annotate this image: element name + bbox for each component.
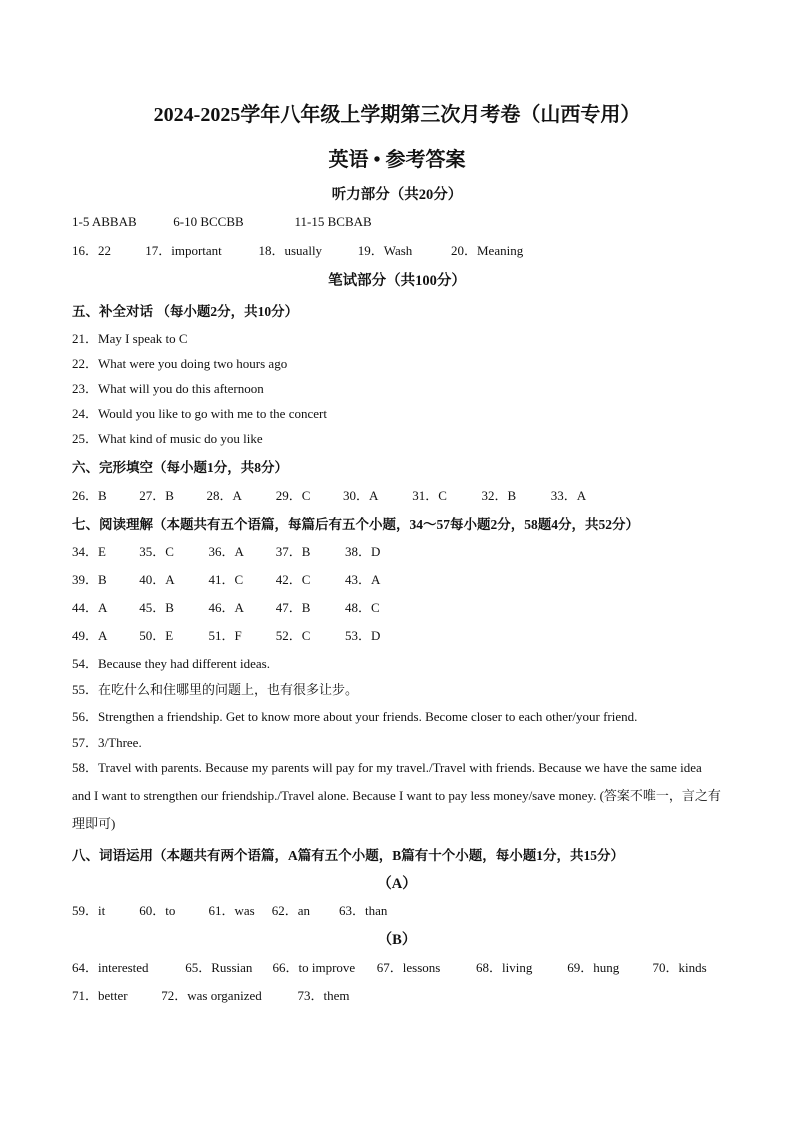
part-a-answers [72, 900, 387, 919]
answer-item: 60．to [139, 903, 176, 918]
answer-item: 18．usually [258, 243, 323, 258]
answer-item: 26．B [72, 488, 107, 503]
answer-item: 32．B [481, 488, 517, 503]
question-number: 55． [72, 682, 99, 697]
question-57 [72, 732, 142, 751]
answer-item: 48．C [345, 600, 380, 615]
answer-item: 33．A [550, 488, 587, 503]
section7-heading: 七、阅读理解（本题共有五个语篇，每篇后有五个小题，34～57每小题2分，58题4分，共52分） [72, 517, 639, 532]
question-number: 54． [72, 656, 99, 671]
answer-item: 73．them [297, 988, 350, 1003]
answer-item: 19．Wash [357, 243, 413, 258]
answer-item: 44．A [72, 600, 108, 615]
answer-text: Travel with parents. Because my parents will pay for my travel./Travel with friends. Because we have the same idea and I want to strengthen our friendship./Travel alone. Because I want to pay less money/save money. (答案不唯一，言之有理即可) [72, 760, 721, 831]
answer-item: 40．A [139, 572, 175, 587]
answer-item: 39．B [72, 572, 107, 587]
answer-item: 34．E [72, 544, 106, 559]
answer-item: 62．an [271, 903, 311, 918]
answer-item: 17．important [145, 243, 222, 258]
part-a-label: （A） [377, 876, 417, 892]
question-number: 22． [72, 356, 99, 371]
answer-item: 6-10 BCCBB [173, 214, 244, 229]
answer-item: 1-5 ABBAB [72, 214, 137, 229]
answer-item: 51．F [208, 628, 242, 643]
section7-row-3 [72, 597, 380, 616]
answer-text: Strengthen a friendship. Get to know more about your friends. Become closer to each other/your friend. [98, 709, 638, 724]
question-21 [72, 328, 188, 347]
answer-item: 66．to improve [272, 960, 356, 975]
page-subtitle: 英语 • 参考答案 [328, 149, 466, 171]
answer-item: 29．C [275, 488, 311, 503]
answer-item: 27．B [139, 488, 174, 503]
answer-item: 38．D [345, 544, 381, 559]
answer-text: What kind of music do you like [98, 431, 263, 446]
part-b-row-2 [72, 985, 350, 1004]
part-b-label: （B） [377, 932, 417, 948]
answer-item: 16．22 [72, 243, 112, 258]
listening-row-2 [72, 240, 523, 259]
answer-item: 11-15 BCBAB [294, 214, 372, 229]
answer-item: 70．kinds [652, 960, 707, 975]
question-23 [72, 378, 264, 397]
listening-row-1 [72, 214, 372, 230]
section6-answers [72, 485, 586, 504]
answer-item: 43．A [345, 572, 381, 587]
question-number: 21． [72, 331, 99, 346]
answer-item: 68．living [476, 960, 533, 975]
answer-text: What will you do this afternoon [98, 381, 264, 396]
answer-item: 47．B [275, 600, 311, 615]
answer-item: 67．lessons [376, 960, 441, 975]
answer-item: 64．interested [72, 960, 149, 975]
answer-item: 63．than [339, 903, 388, 918]
question-number: 56． [72, 709, 99, 724]
answer-item: 42．C [275, 572, 311, 587]
question-25 [72, 428, 263, 447]
answer-text: 3/Three. [98, 735, 142, 750]
question-number: 58． [72, 760, 99, 775]
answer-item: 71．better [72, 988, 128, 1003]
question-22 [72, 353, 287, 372]
answer-text: 在吃什么和住哪里的问题上，也有很多让步。 [98, 682, 359, 697]
answer-item: 61．was [208, 903, 255, 918]
listening-heading: 听力部分（共20分） [331, 187, 463, 203]
question-number: 24． [72, 406, 99, 421]
question-number: 57． [72, 735, 99, 750]
answer-item: 36．A [208, 544, 244, 559]
answer-item: 35．C [139, 544, 174, 559]
answer-text: Because they had different ideas. [98, 656, 270, 671]
answer-item: 30．A [343, 488, 379, 503]
answer-item: 37．B [275, 544, 311, 559]
writing-heading: 笔试部分（共100分） [328, 273, 466, 289]
answer-item: 65．Russian [185, 960, 253, 975]
section7-row-4 [72, 625, 380, 644]
answer-text: Would you like to go with me to the concert [98, 406, 327, 421]
answer-item: 41．C [208, 572, 244, 587]
question-number: 23． [72, 381, 99, 396]
answer-item: 45．B [139, 600, 174, 615]
section7-row-2 [72, 569, 380, 588]
page-title: 2024-2025学年八年级上学期第三次月考卷（山西专用） [153, 104, 641, 126]
section7-row-1 [72, 541, 380, 560]
answer-item: 59．it [72, 903, 106, 918]
section5-heading: 五、补全对话 （每小题2分，共10分） [72, 304, 299, 319]
answer-text: May I speak to C [98, 331, 188, 346]
answer-item: 72．was organized [161, 988, 262, 1003]
question-54 [72, 653, 270, 672]
answer-item: 69．hung [567, 960, 620, 975]
answer-item: 52．C [275, 628, 311, 643]
answer-item: 53．D [345, 628, 381, 643]
answer-text: What were you doing two hours ago [98, 356, 288, 371]
answer-item: 50．E [139, 628, 174, 643]
section6-heading: 六、完形填空（每小题1分，共8分） [72, 460, 288, 475]
part-b-row-1 [72, 957, 707, 976]
answer-item: 28．A [206, 488, 242, 503]
question-55 [72, 679, 358, 698]
answer-item: 49．A [72, 628, 108, 643]
answer-item: 46．A [208, 600, 244, 615]
question-56 [72, 706, 637, 725]
answer-item: 20．Meaning [451, 243, 524, 258]
section8-heading: 八、词语运用（本题共有两个语篇，A篇有五个小题，B篇有十个小题，每小题1分，共15分） [72, 848, 625, 863]
question-58 [72, 754, 722, 838]
question-number: 25． [72, 431, 99, 446]
question-24 [72, 403, 327, 422]
answer-item: 31．C [412, 488, 447, 503]
